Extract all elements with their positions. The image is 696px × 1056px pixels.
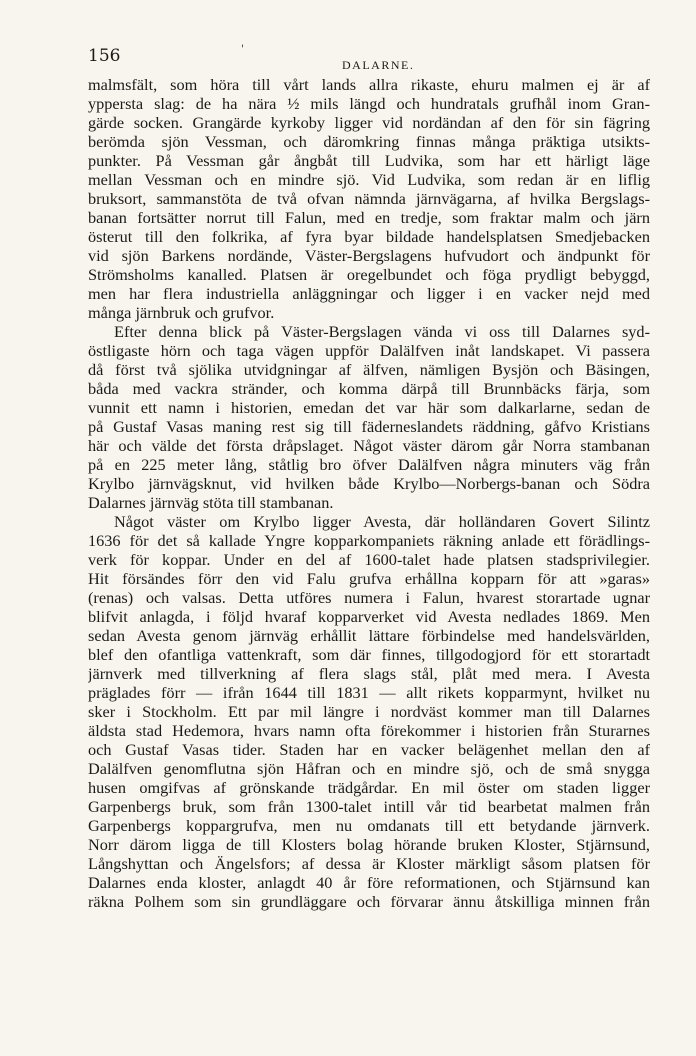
text-line: men har flera industriella anläggningar och ligger i en vacker nejd med	[88, 284, 650, 303]
text-line: vunnit ett namn i historien, emedan det var här som dalkarlarne, sedan de	[88, 398, 650, 417]
text-line: verk för koppar. Under en del af 1600-talet hade platsen stadsprivilegier.	[88, 550, 650, 569]
text-line: bruksort, sammanstöta de två ofvan nämnda järnvägarna, af hvilka Bergslags-	[88, 189, 650, 208]
text-line: blifvit anlagda, i följd hvaraf kopparverket vid Avesta nedlades 1869. Men	[88, 607, 650, 626]
text-line: vid sjön Barkens nordände, Väster-Bergslagens hufvudort och ändpunkt för	[88, 246, 650, 265]
text-line: Garpenbergs koppargrufva, men nu omdanats till ett betydande järnverk.	[88, 816, 650, 835]
page-header	[88, 44, 650, 74]
text-line: sedan Avesta genom järnväg erhållit lättare förbindelse med handelsvärlden,	[88, 626, 650, 645]
text-line: gärde socken. Grangärde kyrkoby ligger vid nordändan af den för sin fägring	[88, 113, 650, 132]
text-line: här och välde det första dråpslaget. Något väster därom går Norra stambanan	[88, 436, 650, 455]
text-line: Norr därom ligga de till Klosters bolag hörande bruken Kloster, Stjärnsund,	[88, 835, 650, 854]
text-line: banan fortsätter norrut till Falun, med en tredje, som fraktar malm och järn	[88, 208, 650, 227]
page-number: 156	[88, 46, 121, 66]
text-line: Dalälfven genomflutna sjön Håfran och en mindre sjö, och de små snygga	[88, 759, 650, 778]
text-line: räkna Polhem som sin grundläggare och förvarar ännu åtskilliga minnen från	[88, 892, 650, 911]
text-line: båda med vackra stränder, och komma därpå till Brunnbäcks färja, som	[88, 379, 650, 398]
text-line: Krylbo järnvägsknut, vid hvilken både Krylbo—Norbergs-banan och Södra	[88, 474, 650, 493]
text-line: Dalarnes järnväg stöta till stambanan.	[88, 493, 334, 512]
text-line: många järnbruk och grufvor.	[88, 303, 275, 322]
print-mark: '	[241, 44, 244, 55]
text-line: blef den ofantliga vattenkraft, som där finnes, tillgodogjord för ett storartadt	[88, 645, 650, 664]
text-line: järnverk med tillverkning af flera slags stål, plåt med mera. I Avesta	[88, 664, 650, 683]
text-line: Strömsholms kanalled. Platsen är oregelbundet och föga prydligt bebyggd,	[88, 265, 650, 284]
text-line: sker i Stockholm. Ett par mil längre i nordväst kommer man till Dalarnes	[88, 702, 650, 721]
text-line: husen omgifvas af grönskande trädgårdar. En mil öster om staden ligger	[88, 778, 650, 797]
text-line: äldsta stad Hedemora, hvars namn ofta förekommer i historien från Sturarnes	[88, 721, 650, 740]
running-title: DALARNE.	[342, 58, 415, 72]
text-line: österut till den folkrika, af fyra byar bildade handelsplatsen Smedjebacken	[88, 227, 650, 246]
text-line: Dalarnes enda kloster, anlagdt 40 år före reformationen, och Stjärnsund kan	[88, 873, 650, 892]
text-line: Hit försändes förr den vid Falu grufva erhållna kopparn för att »garas»	[88, 569, 650, 588]
text-line: och Gustaf Vasas tider. Staden har en vacker belägenhet mellan den af	[88, 740, 650, 759]
text-line: präglades förr — ifrån 1644 till 1831 — allt rikets kopparmynt, hvilket nu	[88, 683, 650, 702]
text-line: på en 225 meter lång, ståtlig bro öfver Dalälfven några minuters väg från	[88, 455, 650, 474]
text-line: Något väster om Krylbo ligger Avesta, där holländaren Govert Silintz	[114, 512, 650, 531]
text-line: då först två sjölika utvidgningar af älfven, nämligen Bysjön och Bäsingen,	[88, 360, 650, 379]
text-line: berömda sjön Vessman, och däromkring finnas många präktiga utsikts-	[88, 132, 650, 151]
text-line: mellan Vessman och en mindre sjö. Vid Ludvika, som redan är en liflig	[88, 170, 650, 189]
text-line: punkter. På Vessman går ångbåt till Ludvika, som har ett härligt läge	[88, 151, 650, 170]
text-line: (renas) och valsas. Detta utföres numera i Falun, hvarest storartade ugnar	[88, 588, 650, 607]
body-text	[88, 75, 650, 911]
text-line: på Gustaf Vasas maning rest sig till fäderneslandets räddning, gåfvo Kristians	[88, 417, 650, 436]
text-line: 1636 för det så kallade Yngre kopparkompaniets räkning anlade ett förädlings-	[88, 531, 650, 550]
text-line: yppersta slag: de ha nära ½ mils längd och hundratals grufhål inom Gran-	[88, 94, 650, 113]
text-line: Långshyttan och Ängelsfors; af dessa är Kloster märkligt såsom platsen för	[88, 854, 650, 873]
text-line: malmsfält, som höra till vårt lands allra rikaste, ehuru malmen ej är af	[88, 75, 650, 94]
text-line: östligaste hörn och taga vägen uppför Dalälfven inåt landskapet. Vi passera	[88, 341, 650, 360]
text-line: Efter denna blick på Väster-Bergslagen vända vi oss till Dalarnes syd-	[114, 322, 650, 341]
text-line: Garpenbergs bruk, som från 1300-talet intill vår tid bearbetat malmen från	[88, 797, 650, 816]
